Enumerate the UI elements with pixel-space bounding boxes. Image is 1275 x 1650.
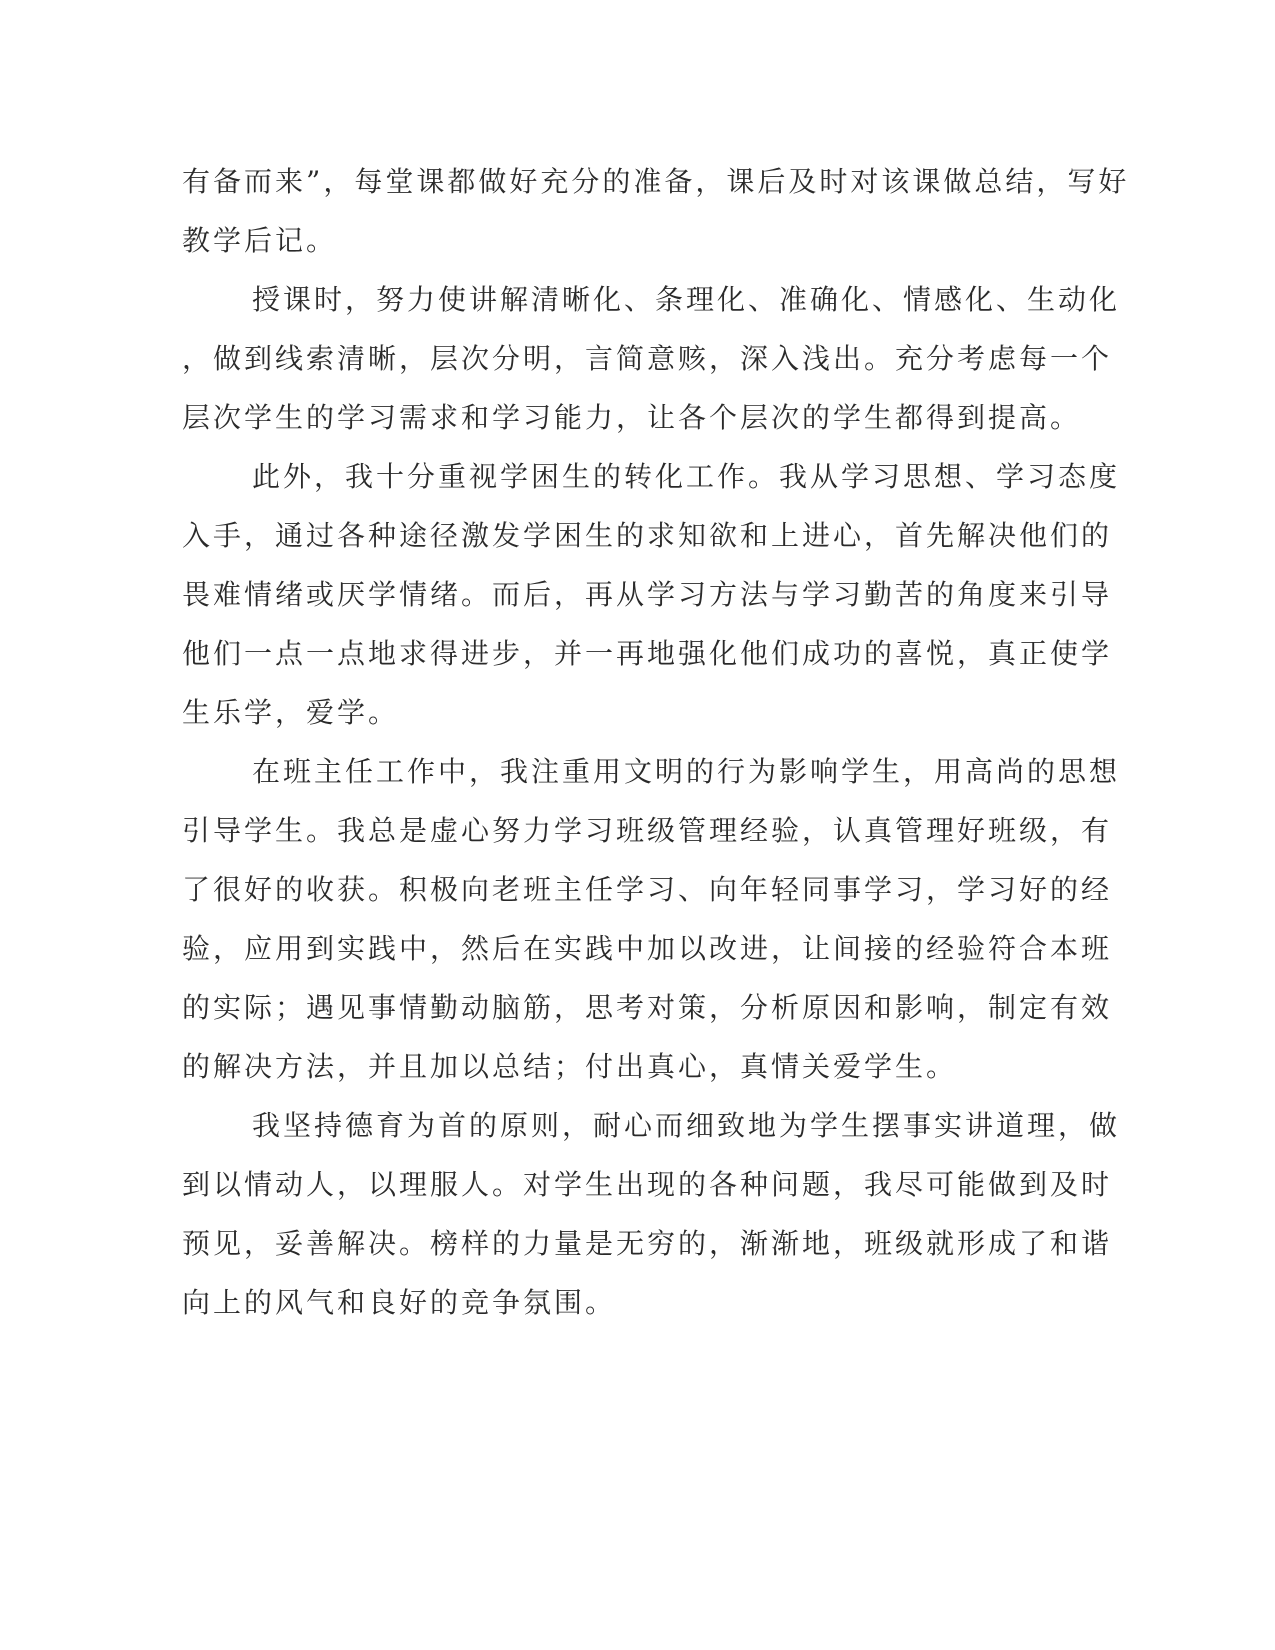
text-line: 层次学生的学习需求和学习能力，让各个层次的学生都得到提高。: [182, 401, 1082, 434]
text-line: 的实际；遇见事情勤动脑筋，思考对策，分析原因和影响，制定有效: [182, 991, 1113, 1024]
text-line: 验，应用到实践中，然后在实践中加以改进，让间接的经验符合本班: [182, 932, 1113, 965]
text-line: 了很好的收获。积极向老班主任学习、向年轻同事学习，学习好的经: [182, 873, 1113, 906]
text-line: 畏难情绪或厌学情绪。而后，再从学习方法与学习勤苦的角度来引导: [182, 578, 1113, 611]
text-line: 向上的风气和良好的竞争氛围。: [182, 1286, 617, 1319]
text-line: 到以情动人，以理服人。对学生出现的各种问题，我尽可能做到及时: [182, 1168, 1113, 1201]
text-line: 的解决方法，并且加以总结；付出真心，真情关爱学生。: [182, 1050, 958, 1083]
paragraph-start-line: 此外，我十分重视学困生的转化工作。我从学习思想、学习态度: [252, 460, 1121, 493]
text-line: 教学后记。: [182, 224, 338, 257]
text-line: 预见，妥善解决。榜样的力量是无穷的，渐渐地，班级就形成了和谐: [182, 1227, 1113, 1260]
document-body: [182, 152, 1130, 1332]
text-line: 生乐学，爱学。: [182, 696, 400, 729]
text-line: 有备而来”，每堂课都做好充分的准备，课后及时对该课做总结，写好: [182, 165, 1130, 198]
text-line: 他们一点一点地求得进步，并一再地强化他们成功的喜悦，真正使学: [182, 637, 1113, 670]
text-line: ，做到线索清晰，层次分明，言简意赅，深入浅出。充分考虑每一个: [182, 342, 1113, 375]
text-line: 引导学生。我总是虚心努力学习班级管理经验，认真管理好班级，有: [182, 814, 1113, 847]
paragraph-start-line: 在班主任工作中，我注重用文明的行为影响学生，用高尚的思想: [252, 755, 1121, 788]
paragraph-start-line: 授课时，努力使讲解清晰化、条理化、准确化、情感化、生动化: [252, 283, 1121, 316]
paragraph-start-line: 我坚持德育为首的原则，耐心而细致地为学生摆事实讲道理，做: [252, 1109, 1121, 1142]
text-line: 入手，通过各种途径激发学困生的求知欲和上进心，首先解决他们的: [182, 519, 1113, 552]
